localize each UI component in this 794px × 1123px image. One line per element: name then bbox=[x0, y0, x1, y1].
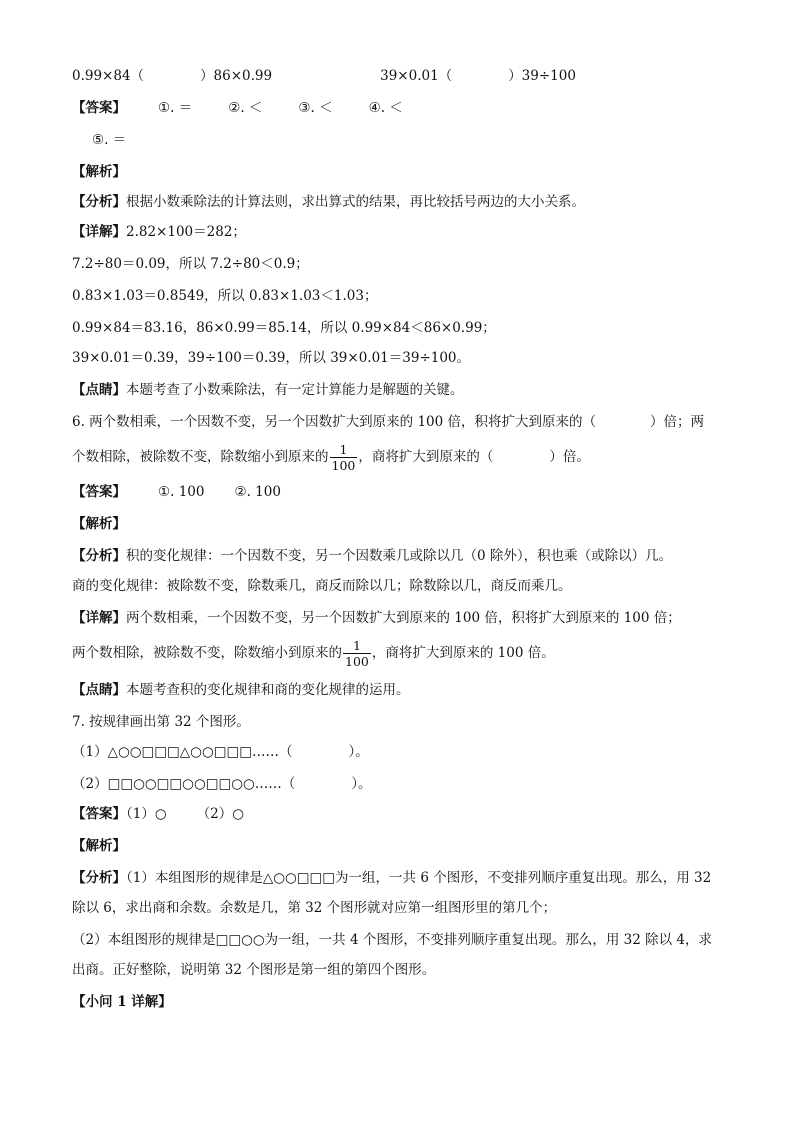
q6-xiangjie: 【详解】两个数相乘，一个因数不变，另一个因数扩大到原来的 100 倍，积将扩大到原来的 100 倍； bbox=[72, 610, 681, 626]
q6-jiexi-label: 【解析】 bbox=[72, 516, 126, 532]
q6-xiangjie-line2: 两个数相除，被除数不变，除数缩小到原来的 $\frac{1}{100}$ ，商将扩大到原来的 100 倍。 bbox=[72, 638, 555, 669]
q5-xiangjie-1: 【详解】2.82×100＝282； bbox=[72, 224, 246, 240]
q5-dianjing: 【点睛】本题考查了小数乘除法，有一定计算能力是解题的关键。 bbox=[72, 382, 464, 398]
fraction-1-100: $\frac{1}{100}$ bbox=[331, 442, 356, 473]
q5-right-expr: 39×0.01（ bbox=[380, 68, 453, 84]
q5-compare-line bbox=[72, 66, 576, 86]
q5-answer-line bbox=[72, 98, 403, 118]
q7-fenxi-p2-l2: 出商。正好整除，说明第 32 个图形是第一组的第四个图形。 bbox=[72, 962, 436, 978]
q5-xiangjie-2: 7.2÷80＝0.09，所以 7.2÷80＜0.9； bbox=[72, 256, 309, 272]
q7-title: 7. 按规律画出第 32 个图形。 bbox=[72, 714, 250, 730]
q5-left-expr: 0.99×84（ bbox=[72, 68, 145, 84]
q6-fenxi: 【分析】积的变化规律：一个因数不变，另一个因数乘几或除以几（0 除外），积也乘（或除以）几。 bbox=[72, 548, 673, 564]
q5-answer-4: ④. ＜ bbox=[368, 100, 403, 116]
q5-xiangjie-3: 0.83×1.03＝0.8549，所以 0.83×1.03＜1.03； bbox=[72, 288, 378, 304]
q6-answer-1: ①. 100 bbox=[158, 484, 205, 500]
q5-jiexi-label: 【解析】 bbox=[72, 164, 126, 180]
q5-answer-1: ①. ＝ bbox=[158, 100, 193, 116]
q5-left-close: ）86×0.99 bbox=[200, 68, 273, 84]
q6-dianjing: 【点睛】本题考查积的变化规律和商的变化规律的运用。 bbox=[72, 682, 410, 698]
q7-jiexi-label: 【解析】 bbox=[72, 838, 126, 854]
q6-answer-2: ②. 100 bbox=[234, 484, 281, 500]
q5-xiangjie-5: 39×0.01＝0.39，39÷100＝0.39，所以 39×0.01＝39÷100。 bbox=[72, 350, 471, 366]
answer-label: 【答案】 bbox=[72, 100, 126, 116]
q5-xiangjie-4: 0.99×84＝83.16，86×0.99＝85.14，所以 0.99×84＜86×0.99； bbox=[72, 320, 496, 336]
q7-sub2: （2）□□○○□□○○□□○○……（ ）。 bbox=[72, 776, 372, 792]
q5-answer-5: ⑤. ＝ bbox=[92, 132, 127, 148]
q5-answer-2: ②. ＜ bbox=[228, 100, 263, 116]
q7-answer-line: 【答案】（1）○ （2）○ bbox=[72, 806, 244, 822]
q5-right-close: ）39÷100 bbox=[508, 68, 576, 84]
q7-xiaowen-label: 【小问 1 详解】 bbox=[72, 994, 172, 1010]
q6-question-line2: 个数相除，被除数不变，除数缩小到原来的 $\frac{1}{100}$ ，商将扩大到原来的（ ）倍。 bbox=[72, 442, 590, 473]
q7-sub1: （1）△○○□□□△○○□□□……（ ）。 bbox=[72, 744, 369, 760]
q5-fenxi: 【分析】根据小数乘除法的计算法则，求出算式的结果，再比较括号两边的大小关系。 bbox=[72, 194, 585, 210]
q7-fenxi-p1-l1: 【分析】（1）本组图形的规律是△○○□□□为一组，一共 6 个图形，不变排列顺序重复出现。那么，用 32 bbox=[72, 870, 712, 886]
q6-answer-line: 【答案】 ①. 100 ②. 100 bbox=[72, 484, 281, 500]
q7-fenxi-p2-l1: （2）本组图形的规律是□□○○为一组，一共 4 个图形，不变排列顺序重复出现。那么，用 32 除以 4，求 bbox=[72, 932, 712, 948]
fraction-1-100: $\frac{1}{100}$ bbox=[345, 638, 369, 669]
q5-answer-3: ③. ＜ bbox=[298, 100, 333, 116]
q6-question-line1: 6. 两个数相乘，一个因数不变，另一个因数扩大到原来的 100 倍，积将扩大到原来的（ ）倍；两 bbox=[72, 414, 705, 430]
q7-fenxi-p1-l2: 除以 6，求出商和余数。余数是几，第 32 个图形就对应第一组图形里的第几个； bbox=[72, 900, 557, 916]
q6-fenxi-line2: 商的变化规律：被除数不变，除数乘几，商反而除以几；除数除以几，商反而乘几。 bbox=[72, 578, 572, 594]
